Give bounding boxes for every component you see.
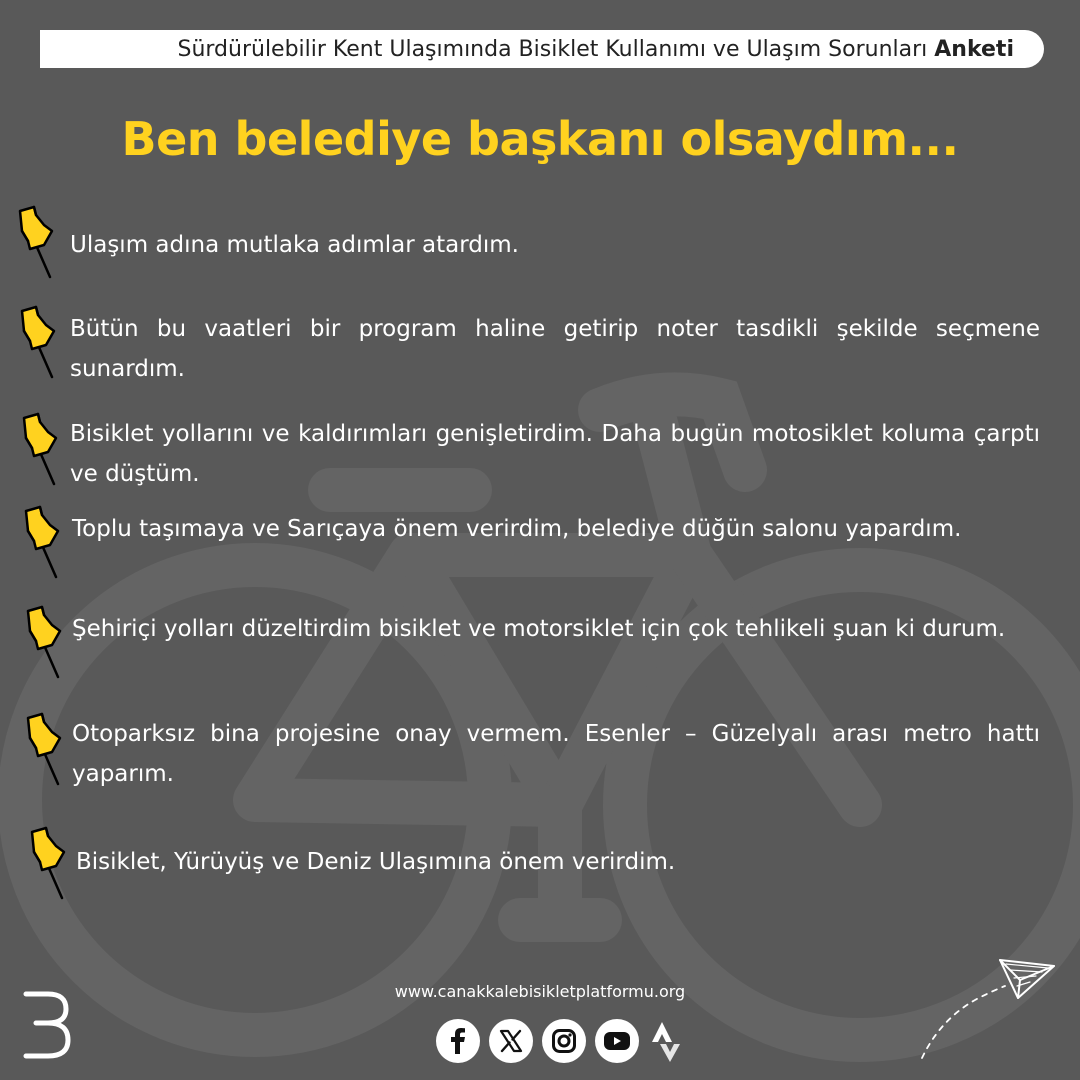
list-item-text: Toplu taşımaya ve Sarıçaya önem verirdim, belediye düğün salonu yapardım. — [72, 516, 962, 542]
pushpin-icon — [20, 712, 66, 786]
list-item-text: Bisiklet yollarını ve kaldırımları genişletirdim. Daha bugün motosiklet koluma çarptı ve düştüm. — [70, 421, 1040, 487]
social-links — [436, 1018, 684, 1064]
strava-icon[interactable] — [648, 1019, 684, 1063]
list-item-text: Otoparksız bina projesine onay vermem. Esenler – Güzelyalı arası metro hattı yaparım. — [72, 721, 1040, 787]
page-heading: Ben belediye başkanı olsaydım... — [121, 112, 959, 166]
survey-title: Sürdürülebilir Kent Ulaşımında Bisiklet Kullanımı ve Ulaşım Sorunları — [177, 36, 928, 62]
list-item-text: Şehiriçi yolları düzeltirdim bisiklet ve motorsiklet için çok tehlikeli şuan ki durum. — [72, 616, 1006, 642]
pushpin-icon — [18, 505, 64, 579]
website-url[interactable]: www.canakkalebisikletplatformu.org — [394, 982, 686, 1001]
pushpin-icon — [20, 605, 66, 679]
pushpin-icon — [14, 305, 60, 379]
survey-title-bar — [40, 30, 1044, 68]
survey-title-bold: Anketi — [934, 36, 1014, 62]
list-item-text: Bisiklet, Yürüyüş ve Deniz Ulaşımına önem verirdim. — [76, 849, 676, 875]
paper-plane-icon — [920, 950, 1060, 1060]
facebook-icon[interactable] — [436, 1019, 480, 1063]
pushpin-icon — [12, 205, 58, 279]
pushpin-icon — [16, 412, 62, 486]
list-item-text: Ulaşım adına mutlaka adımlar atardım. — [70, 232, 519, 258]
pushpin-icon — [24, 826, 70, 900]
list-item-text: Bütün bu vaatleri bir program haline getirip noter tasdikli şekilde seçmene sunardım. — [70, 316, 1040, 382]
x-icon[interactable] — [489, 1019, 533, 1063]
youtube-icon[interactable] — [595, 1019, 639, 1063]
instagram-icon[interactable] — [542, 1019, 586, 1063]
